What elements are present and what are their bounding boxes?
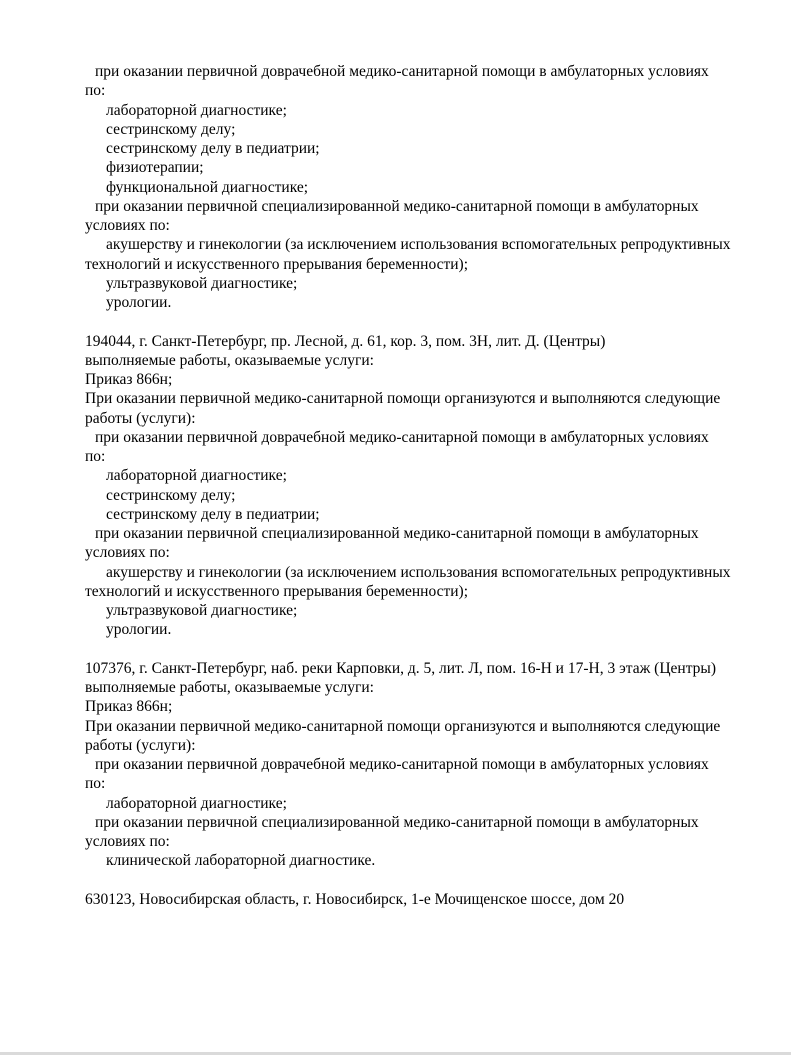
text-line: При оказании первичной медико-санитарной помощи организуются и выполняются следующие [85,390,721,408]
text-line: 107376, г. Санкт-Петербург, наб. реки Карповки, д. 5, лит. Л, пом. 16-Н и 17-Н, 3 этаж (Центры) [85,659,716,677]
text-line: Приказ 866н; [85,698,173,716]
text-line: при оказании первичной доврачебной медико-санитарной помощи в амбулаторных условиях [95,428,709,446]
text-line: сестринскому делу; [106,120,236,138]
text-line: сестринскому делу в педиатрии; [106,140,320,157]
section-services-continuation [85,62,753,312]
text-line: при оказании первичной доврачебной медико-санитарной помощи в амбулаторных условиях [95,756,709,773]
text-line: при оказании первичной специализированной медико-санитарной помощи в амбулаторных [95,197,699,215]
text-line: При оказании первичной медико-санитарной помощи организуются и выполняются следующие [85,717,721,735]
text-line: сестринскому делу; [106,486,236,504]
text-line: технологий и искусственного прерывания беременности); [85,582,469,600]
text-line: Приказ 866н; [85,371,173,388]
text-line: функциональной диагностике; [106,178,309,196]
text-line: при оказании первичной специализированной медико-санитарной помощи в амбулаторных [95,525,699,542]
text-line: по: [85,82,106,100]
text-line: по: [85,775,106,793]
text-line: лабораторной диагностике; [106,101,287,119]
text-line: физиотерапии; [106,159,204,177]
text-line: лабораторной диагностике; [106,794,287,812]
text-line: выполняемые работы, оказываемые услуги: [85,679,374,696]
text-line: клинической лабораторной диагностике. [106,852,376,870]
text-line: сестринскому делу в педиатрии; [106,505,320,523]
section-address-630123 [85,890,753,909]
text-line: при оказании первичной специализированной медико-санитарной помощи в амбулаторных [95,813,699,831]
text-line: урологии. [106,621,172,639]
text-line: лабораторной диагностике; [106,467,287,485]
section-address-107376 [85,659,753,871]
text-line: выполняемые работы, оказываемые услуги: [85,351,374,369]
text-line: акушерству и гинекологии (за исключением использования вспомогательных репродуктивных [106,563,731,581]
text-line: работы (услуги): [85,736,196,754]
text-line: условиях по: [85,544,170,562]
text-line: акушерству и гинекологии (за исключением использования вспомогательных репродуктивных [106,236,731,254]
text-line: условиях по: [85,833,170,850]
section-address-194044 [85,332,753,640]
text-line: условиях по: [85,217,170,234]
text-line: ультразвуковой диагностике; [106,274,298,292]
text-line: 194044, г. Санкт-Петербург, пр. Лесной, д. 61, кор. 3, пом. 3Н, лит. Д. (Центры) [85,332,606,350]
text-line: ультразвуковой диагностике; [106,602,298,619]
text-line: по: [85,448,106,465]
text-line: при оказании первичной доврачебной медико-санитарной помощи в амбулаторных условиях [95,63,709,80]
text-line: технологий и искусственного прерывания беременности); [85,255,469,273]
text-line: работы (услуги): [85,409,196,427]
text-line: урологии. [106,294,172,311]
text-line: 630123, Новосибирская область, г. Новосибирск, 1-е Мочищенское шоссе, дом 20 [85,890,625,908]
